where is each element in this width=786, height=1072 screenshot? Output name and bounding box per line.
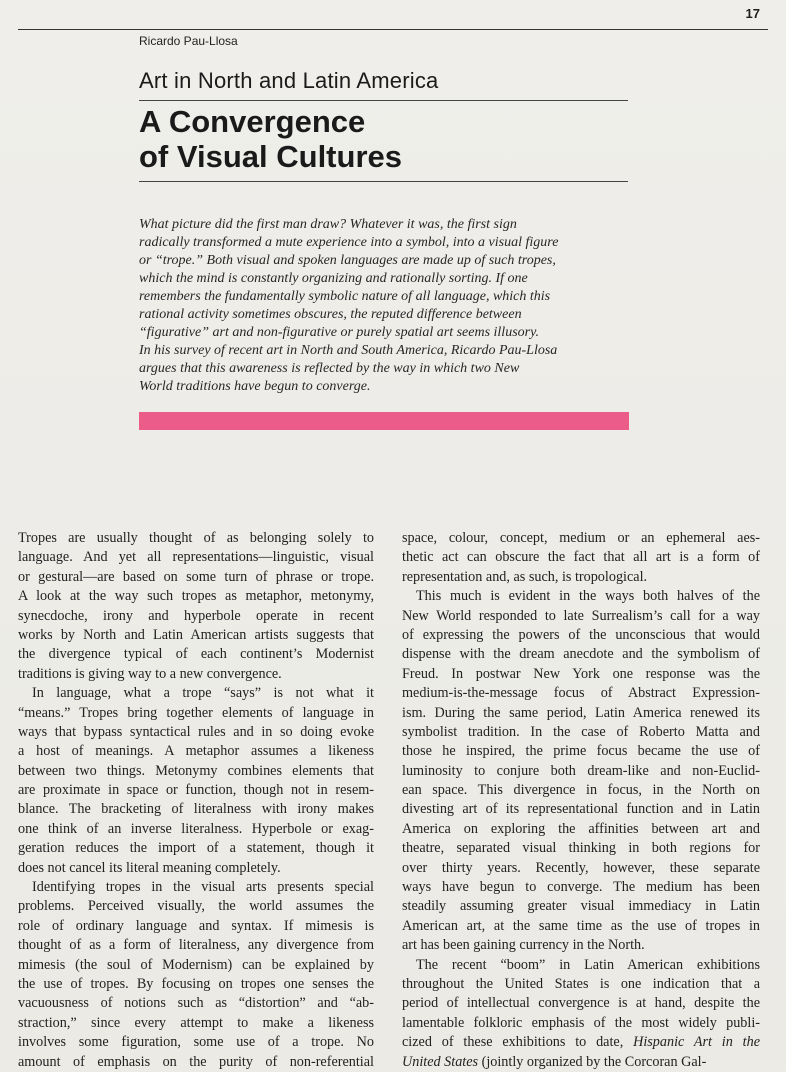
body-line: medium-is-the-message focus of Abstract Expression-	[402, 685, 760, 702]
body-line: mimesis (the soul of Modernism) can be explained by	[18, 956, 374, 973]
body-line: symbolist tradition. In the case of Roberto Matta and	[402, 723, 760, 740]
body-line: This much is evident in the ways both halves of the	[416, 588, 760, 605]
body-line: over thirty years. Recently, however, these separate	[402, 859, 760, 876]
abstract-line: World traditions have begun to converge.	[139, 379, 371, 394]
body-column-left	[18, 529, 374, 1072]
body-line: one think of an inverse literalness. Hyperbole or exag-	[18, 820, 374, 837]
body-line: traditions is giving way to a new convergence.	[18, 665, 282, 682]
body-line: thetic act can obscure the fact that all art is a form of	[402, 549, 760, 566]
body-line: ism. During the same period, Latin America renewed its	[402, 704, 760, 721]
body-line: lamentable folkloric emphasis of the most widely publi-	[402, 1014, 760, 1031]
article-title-line-1: A Convergence	[139, 104, 366, 139]
body-line: a host of meanings. A metaphor assumes a likeness	[18, 743, 374, 760]
body-line: language. And yet all representations—linguistic, visual	[18, 549, 374, 566]
body-line: between two things. Metonymy combines elements that	[18, 762, 374, 779]
body-line: luminosity to conjure both dream-like and non-Euclid-	[402, 762, 760, 779]
body-line: does not cancel its literal meaning completely.	[18, 859, 281, 876]
body-line: representation and, as such, is tropological.	[402, 568, 648, 585]
body-line: period of intellectual convergence is at hand, despite the	[402, 995, 760, 1012]
body-line: The recent “boom” in Latin American exhibitions	[416, 956, 760, 973]
body-line-with-title	[402, 1053, 760, 1072]
body-column-right	[402, 529, 760, 1072]
abstract-line: rational activity sometimes obscures, the reputed difference between	[139, 307, 522, 322]
body-line: America on exploring the affinities between art and	[402, 820, 760, 837]
body-line: dispense with the dream anecdote and the symbolism of	[402, 646, 760, 663]
body-line: ean space. This divergence in focus, in the North on	[402, 782, 760, 799]
abstract-line: “figurative” art and non-figurative or purely spatial art seems illusory.	[139, 325, 540, 340]
body-line-with-title	[402, 1033, 760, 1052]
abstract-line: which the mind is constantly organizing and rationally sorting. If one	[139, 271, 528, 286]
section-title: Art in North and Latin America	[139, 68, 439, 93]
body-line: the divergence typical of each continent’s Modernist	[18, 646, 374, 663]
abstract-line: or “trope.” Both visual and spoken languages are made up of such tropes,	[139, 253, 556, 268]
page-number: 17	[745, 6, 760, 21]
body-line: or gestural—are based on some turn of phrase or trope.	[18, 568, 374, 585]
body-line: those he inspired, the prime focus became the use of	[402, 743, 760, 760]
body-line: A look at the way such tropes as metaphor, metonymy,	[18, 588, 374, 605]
body-line: the use of tropes. By focusing on tropes one senses the	[18, 975, 374, 992]
body-line: throughout the United States is one indication that a	[402, 975, 760, 992]
abstract-line: What picture did the first man draw? Whatever it was, the first sign	[139, 217, 517, 232]
body-line: art has been gaining currency in the North.	[402, 937, 645, 954]
abstract-line: remembers the fundamentally symbolic nature of all language, which this	[139, 289, 551, 304]
abstract-line: argues that this awareness is reflected by the way in which two New	[139, 361, 520, 376]
body-line: American art, at the same time as the use of tropes in	[402, 917, 760, 934]
abstract-line: In his survey of recent art in North and South America, Ricardo Pau-Llosa	[139, 343, 558, 358]
body-line: In language, what a trope “says” is not what it	[32, 685, 374, 702]
body-line: space, colour, concept, medium or an ephemeral aes-	[402, 530, 760, 546]
body-line: involves some figuration, some use of a trope. No	[18, 1034, 374, 1051]
body-line: Freud. In postwar New York one response was the	[402, 665, 760, 682]
article-abstract	[139, 216, 631, 396]
title-rule-bottom	[139, 181, 628, 182]
italic-exhibition-title: Hispanic Art in the	[633, 1034, 760, 1051]
body-line: straction,” since every attempt to make a likeness	[18, 1014, 374, 1031]
body-line-fragment: cized of these exhibitions to date,	[402, 1034, 624, 1051]
body-line: thought of as a form of literalness, any divergence from	[18, 937, 374, 954]
running-head-author: Ricardo Pau-Llosa	[139, 34, 238, 48]
body-line: New World responded to late Surrealism’s call for a way	[402, 607, 760, 624]
accent-bar	[139, 412, 629, 430]
body-line: steadily assuming greater visual immediacy in Latin	[402, 898, 760, 915]
body-line: divesting art of its representational function and in Latin	[402, 801, 760, 818]
body-line: synecdoche, irony and hyperbole operate in recent	[18, 607, 374, 624]
body-line: Identifying tropes in the visual arts presents special	[32, 879, 374, 896]
article-title	[139, 104, 619, 174]
body-line: Tropes are usually thought of as belonging solely to	[18, 530, 374, 546]
italic-exhibition-title: United States	[402, 1053, 479, 1070]
body-line: “means.” Tropes bring together elements of language in	[18, 704, 374, 721]
body-line: vacuousness of notions such as “distortion” and “ab-	[18, 995, 374, 1012]
body-line: geration reduces the import of a statement, though it	[18, 840, 374, 857]
body-line: theatre, separated visual thinking in both regions for	[402, 840, 760, 857]
body-line: ways that bypass syntactical rules and in so doing evoke	[18, 723, 374, 740]
body-line: of expressing the powers of the unconscious that would	[402, 626, 760, 643]
body-line: blance. The bracketing of literalness with irony makes	[18, 801, 374, 818]
body-line: are proximate in space or function, though not in resem-	[18, 782, 374, 799]
title-rule-top	[139, 100, 628, 101]
body-line-fragment: (jointly organized by the Corcoran Gal-	[481, 1053, 707, 1070]
body-line: problems. Perceived visually, the world assumes the	[18, 898, 374, 915]
body-line: role of ordinary language and syntax. If mimesis is	[18, 917, 374, 934]
header-rule	[18, 29, 768, 30]
body-line: amount of emphasis on the purity of non-referential	[18, 1053, 374, 1070]
abstract-line: radically transformed a mute experience into a symbol, into a visual figure	[139, 235, 559, 250]
body-line: works by North and Latin American artists suggests that	[18, 626, 374, 643]
article-title-line-2: of Visual Cultures	[139, 139, 402, 174]
body-line: ways have begun to converge. The medium has been	[402, 879, 760, 896]
